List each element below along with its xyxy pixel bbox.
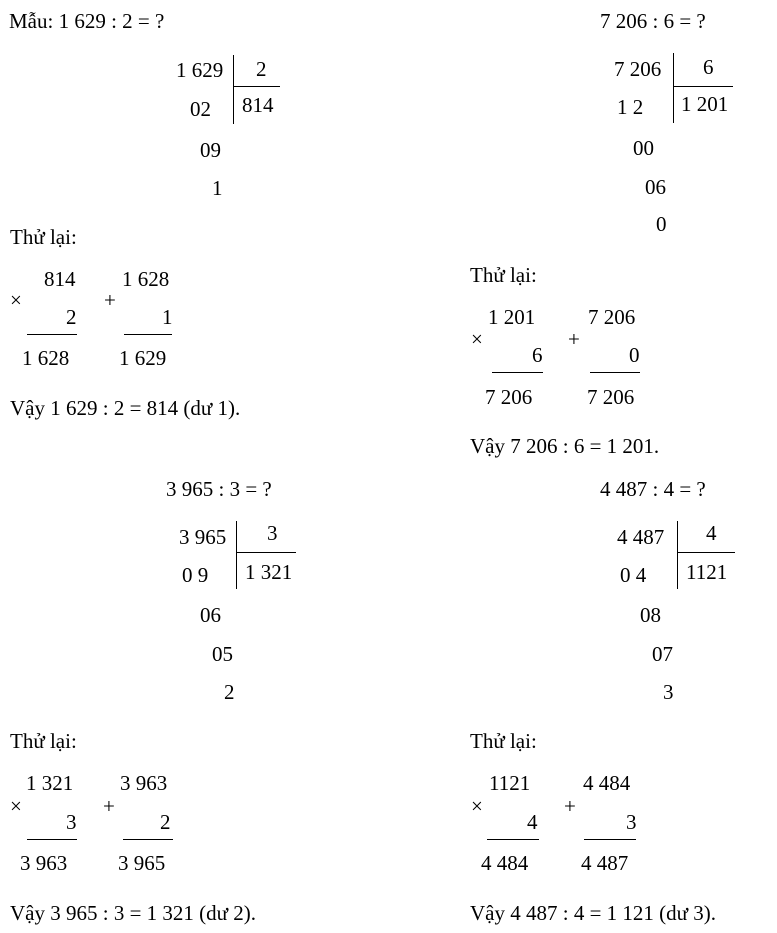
plus-sign: +	[104, 288, 116, 312]
mult-top: 1 321	[26, 771, 74, 795]
division-step: 0	[656, 212, 667, 236]
add-result: 4 487	[581, 851, 629, 875]
division-step: 05	[212, 642, 233, 666]
mult-bottom: 2	[66, 305, 77, 329]
division-step: 09	[200, 138, 221, 162]
conclusion: Vậy 3 965 : 3 = 1 321 (dư 2).	[10, 901, 257, 925]
division-step: 0 9	[182, 563, 209, 587]
add-result: 3 965	[118, 851, 166, 875]
multiply-sign: ×	[10, 794, 22, 818]
mult-result: 3 963	[20, 851, 68, 875]
add-top: 4 484	[583, 771, 631, 795]
division-step: 06	[645, 175, 666, 199]
multiply-sign: ×	[471, 794, 483, 818]
division-horizontal-line	[233, 86, 280, 87]
multiply-sign: ×	[10, 288, 22, 312]
conclusion: Vậy 4 487 : 4 = 1 121 (dư 3).	[470, 901, 717, 925]
division-step: 3	[663, 680, 674, 704]
add-bottom: 0	[629, 343, 640, 367]
plus-sign: +	[103, 794, 115, 818]
quotient: 1 201	[681, 92, 729, 116]
division-horizontal-line	[677, 552, 735, 553]
mult-result: 7 206	[485, 385, 533, 409]
add-result: 1 629	[119, 346, 167, 370]
division-vertical-line	[673, 53, 674, 123]
dividend: 3 965	[179, 525, 227, 549]
add-top: 1 628	[122, 267, 170, 291]
mult-line	[27, 839, 77, 840]
divisor: 6	[703, 55, 714, 79]
division-vertical-line	[677, 521, 678, 589]
add-top: 7 206	[588, 305, 636, 329]
add-line	[124, 334, 172, 335]
plus-sign: +	[568, 327, 580, 351]
divisor: 4	[706, 521, 717, 545]
division-step: 0 4	[620, 563, 647, 587]
division-step: 08	[640, 603, 661, 627]
quotient: 1121	[686, 560, 728, 584]
add-line	[590, 372, 640, 373]
dividend: 7 206	[614, 57, 662, 81]
divisor: 3	[267, 521, 278, 545]
mult-result: 1 628	[22, 346, 70, 370]
mult-bottom: 6	[532, 343, 543, 367]
problem-title: 4 487 : 4 = ?	[600, 477, 706, 501]
check-label: Thử lại:	[10, 729, 77, 753]
conclusion: Vậy 7 206 : 6 = 1 201.	[470, 434, 660, 458]
division-vertical-line	[233, 55, 234, 124]
division-step: 2	[224, 680, 235, 704]
mult-result: 4 484	[481, 851, 529, 875]
conclusion: Vậy 1 629 : 2 = 814 (dư 1).	[10, 396, 241, 420]
add-line	[123, 839, 173, 840]
add-bottom: 1	[162, 305, 173, 329]
multiply-sign: ×	[471, 327, 483, 351]
problem-title: Mẫu: 1 629 : 2 = ?	[9, 9, 165, 33]
division-step: 00	[633, 136, 654, 160]
mult-line	[492, 372, 543, 373]
plus-sign: +	[564, 794, 576, 818]
mult-top: 1121	[489, 771, 531, 795]
division-horizontal-line	[673, 86, 733, 87]
division-step: 1	[212, 176, 223, 200]
mult-top: 1 201	[488, 305, 536, 329]
mult-top: 814	[44, 267, 76, 291]
division-vertical-line	[236, 521, 237, 589]
division-step: 07	[652, 642, 673, 666]
problem-title: 3 965 : 3 = ?	[166, 477, 272, 501]
check-label: Thử lại:	[470, 729, 537, 753]
problem-title: 7 206 : 6 = ?	[600, 9, 706, 33]
check-label: Thử lại:	[470, 263, 537, 287]
add-result: 7 206	[587, 385, 635, 409]
mult-line	[27, 334, 77, 335]
add-bottom: 2	[160, 810, 171, 834]
division-step: 06	[200, 603, 221, 627]
mult-bottom: 3	[66, 810, 77, 834]
division-horizontal-line	[236, 552, 296, 553]
dividend: 1 629	[176, 58, 224, 82]
division-step: 1 2	[617, 95, 644, 119]
add-bottom: 3	[626, 810, 637, 834]
quotient: 1 321	[245, 560, 293, 584]
dividend: 4 487	[617, 525, 665, 549]
check-label: Thử lại:	[10, 225, 77, 249]
quotient: 814	[242, 93, 274, 117]
divisor: 2	[256, 57, 267, 81]
add-top: 3 963	[120, 771, 168, 795]
mult-line	[487, 839, 539, 840]
mult-bottom: 4	[527, 810, 538, 834]
add-line	[584, 839, 636, 840]
division-step: 02	[190, 97, 211, 121]
